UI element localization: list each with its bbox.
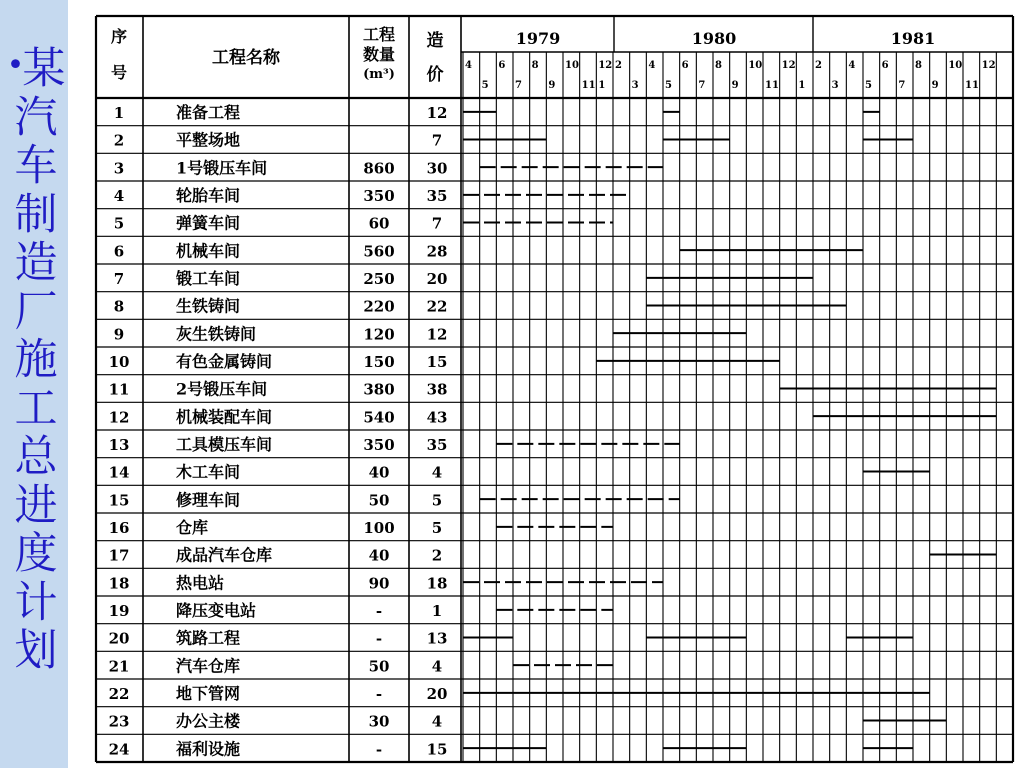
title-char: 工 xyxy=(14,383,58,434)
month-label: 6 xyxy=(681,60,689,71)
row-cost: 22 xyxy=(426,297,448,316)
row-name: 成品汽车仓库 xyxy=(176,545,273,565)
header-qty: 数量 xyxy=(362,45,396,64)
row-seq: 23 xyxy=(108,712,130,731)
month-label: 8 xyxy=(915,60,922,71)
sidebar-panel xyxy=(0,0,68,768)
row-cost: 18 xyxy=(426,574,448,593)
row-cost: 15 xyxy=(426,352,448,371)
row-qty: - xyxy=(375,684,383,703)
row-seq: 15 xyxy=(108,491,130,510)
row-name: 锻工车间 xyxy=(176,268,241,288)
row-cost: 7 xyxy=(431,214,443,233)
month-label: 12 xyxy=(598,60,613,71)
row-name: 仓库 xyxy=(176,517,209,537)
row-name: 机械装配车间 xyxy=(176,407,273,427)
month-label: 10 xyxy=(748,60,763,71)
row-seq: 2 xyxy=(113,131,125,150)
row-name: 轮胎车间 xyxy=(176,185,241,205)
year-label: 1980 xyxy=(691,29,737,48)
row-seq: 4 xyxy=(113,186,125,205)
header-cost: 价 xyxy=(426,65,444,85)
month-label: 7 xyxy=(698,80,706,91)
row-cost: 4 xyxy=(431,712,443,731)
row-name: 工具模压车间 xyxy=(176,434,273,454)
row-name: 弹簧车间 xyxy=(176,213,241,233)
month-label: 8 xyxy=(715,60,722,71)
row-qty: 560 xyxy=(363,242,395,261)
month-label: 5 xyxy=(865,80,872,91)
title-char: 制 xyxy=(14,189,58,240)
month-label: 4 xyxy=(648,60,656,71)
year-label: 1979 xyxy=(515,29,561,48)
row-qty: 540 xyxy=(363,408,395,427)
month-label: 6 xyxy=(881,60,889,71)
month-label: 5 xyxy=(481,80,489,91)
row-qty: 30 xyxy=(368,712,390,731)
row-qty: - xyxy=(375,740,383,759)
month-label: 12 xyxy=(781,60,796,71)
row-qty: 50 xyxy=(368,657,390,676)
row-seq: 8 xyxy=(113,297,125,316)
month-label: 7 xyxy=(515,80,522,91)
month-label: 7 xyxy=(898,80,906,91)
row-name: 机械车间 xyxy=(176,241,241,261)
row-cost: 35 xyxy=(426,435,448,454)
schedule-table xyxy=(68,0,1024,768)
title-char: 度 xyxy=(14,529,58,579)
row-seq: 10 xyxy=(108,352,130,371)
month-label: 11 xyxy=(765,80,779,91)
row-seq: 22 xyxy=(108,684,130,703)
title-char: 汽 xyxy=(14,92,58,143)
row-name: 修理车间 xyxy=(176,490,241,510)
row-seq: 16 xyxy=(108,518,130,537)
row-cost: 20 xyxy=(426,684,448,703)
row-cost: 4 xyxy=(431,657,443,676)
row-cost: 12 xyxy=(426,103,448,122)
row-name: 准备工程 xyxy=(176,102,241,122)
month-label: 4 xyxy=(465,60,472,71)
row-name: 热电站 xyxy=(176,573,225,593)
month-label: 8 xyxy=(531,60,539,71)
row-qty: 220 xyxy=(363,297,395,316)
row-name: 汽车仓库 xyxy=(176,656,241,676)
month-label: 4 xyxy=(848,60,856,71)
row-qty: 120 xyxy=(363,325,395,344)
row-name: 平整场地 xyxy=(176,130,241,150)
row-qty: 250 xyxy=(363,269,395,288)
title-char: 某 xyxy=(22,44,66,94)
title-char: 厂 xyxy=(14,286,58,337)
header-seq: 序 xyxy=(110,27,128,46)
title-bullet: • xyxy=(6,48,25,83)
row-qty: 860 xyxy=(363,159,395,178)
row-qty: 60 xyxy=(368,214,390,233)
row-name: 福利设施 xyxy=(176,739,241,759)
month-label: 2 xyxy=(615,60,622,71)
row-seq: 5 xyxy=(113,214,125,233)
row-seq: 13 xyxy=(108,435,130,454)
row-seq: 7 xyxy=(113,269,125,288)
month-label: 11 xyxy=(581,80,596,91)
month-label: 1 xyxy=(598,80,606,91)
row-qty: 100 xyxy=(363,518,395,537)
row-qty: 40 xyxy=(368,463,390,482)
row-seq: 1 xyxy=(113,103,125,122)
year-label: 1981 xyxy=(890,29,936,48)
schedule-sheet xyxy=(68,0,1024,768)
month-label: 10 xyxy=(948,60,963,71)
month-label: 5 xyxy=(665,80,672,91)
row-cost: 4 xyxy=(431,463,443,482)
month-label: 11 xyxy=(965,80,979,91)
row-cost: 1 xyxy=(431,601,443,620)
row-qty: - xyxy=(375,601,383,620)
month-label: 3 xyxy=(631,80,639,91)
row-qty: 380 xyxy=(363,380,395,399)
row-cost: 7 xyxy=(431,131,443,150)
title-char: 计 xyxy=(14,577,58,628)
row-seq: 17 xyxy=(108,546,130,565)
month-label: 9 xyxy=(931,80,939,91)
row-cost: 5 xyxy=(431,491,443,510)
title-char: 车 xyxy=(14,141,58,191)
row-seq: 20 xyxy=(108,629,130,648)
header-qty-unit: (m³) xyxy=(363,67,395,82)
header-name: 工程名称 xyxy=(212,48,280,68)
row-seq: 21 xyxy=(108,657,130,676)
row-qty: 350 xyxy=(363,435,395,454)
row-name: 筑路工程 xyxy=(176,628,241,648)
row-cost: 35 xyxy=(426,186,448,205)
row-cost: 38 xyxy=(426,380,448,399)
row-name: 1号锻压车间 xyxy=(176,158,268,178)
header-cost: 造 xyxy=(426,31,444,51)
row-seq: 3 xyxy=(113,159,125,178)
title-char: 总 xyxy=(14,432,58,482)
month-label: 3 xyxy=(831,80,839,91)
title-char: 划 xyxy=(14,626,58,676)
row-name: 木工车间 xyxy=(176,462,241,482)
row-cost: 28 xyxy=(426,242,448,261)
row-qty: 90 xyxy=(368,574,390,593)
row-seq: 9 xyxy=(113,325,125,344)
title-char: 进 xyxy=(14,480,58,531)
month-label: 9 xyxy=(548,80,556,91)
month-label: 12 xyxy=(981,60,996,71)
row-qty: 40 xyxy=(368,546,390,565)
row-qty: - xyxy=(375,629,383,648)
row-name: 降压变电站 xyxy=(176,600,257,620)
month-label: 10 xyxy=(565,60,579,71)
title-char: 施 xyxy=(14,335,58,385)
row-cost: 30 xyxy=(426,159,448,178)
row-cost: 5 xyxy=(431,518,443,537)
row-qty: 150 xyxy=(363,352,395,371)
month-label: 9 xyxy=(731,80,739,91)
row-seq: 19 xyxy=(108,601,130,620)
row-cost: 2 xyxy=(431,546,443,565)
row-seq: 12 xyxy=(108,408,130,427)
row-seq: 6 xyxy=(113,242,125,261)
month-label: 2 xyxy=(815,60,822,71)
row-seq: 14 xyxy=(108,463,130,482)
month-label: 6 xyxy=(498,60,506,71)
row-seq: 18 xyxy=(108,574,130,593)
row-cost: 13 xyxy=(426,629,448,648)
row-name: 2号锻压车间 xyxy=(176,379,268,399)
row-cost: 15 xyxy=(426,740,448,759)
month-label: 1 xyxy=(798,80,806,91)
row-name: 有色金属铸间 xyxy=(176,351,273,371)
row-qty: 350 xyxy=(363,186,395,205)
row-seq: 24 xyxy=(108,740,130,759)
header-qty: 工程 xyxy=(362,25,396,44)
row-name: 灰生铁铸间 xyxy=(176,324,257,344)
row-seq: 11 xyxy=(108,380,130,399)
row-cost: 43 xyxy=(426,408,448,427)
header-seq: 号 xyxy=(110,63,128,82)
row-qty: 50 xyxy=(368,491,390,510)
row-name: 办公主楼 xyxy=(176,711,241,731)
row-name: 生铁铸间 xyxy=(176,296,241,316)
row-cost: 12 xyxy=(426,325,448,344)
title-char: 造 xyxy=(14,238,58,288)
row-name: 地下管网 xyxy=(176,683,241,703)
slide-title-vertical xyxy=(4,42,68,676)
row-cost: 20 xyxy=(426,269,448,288)
